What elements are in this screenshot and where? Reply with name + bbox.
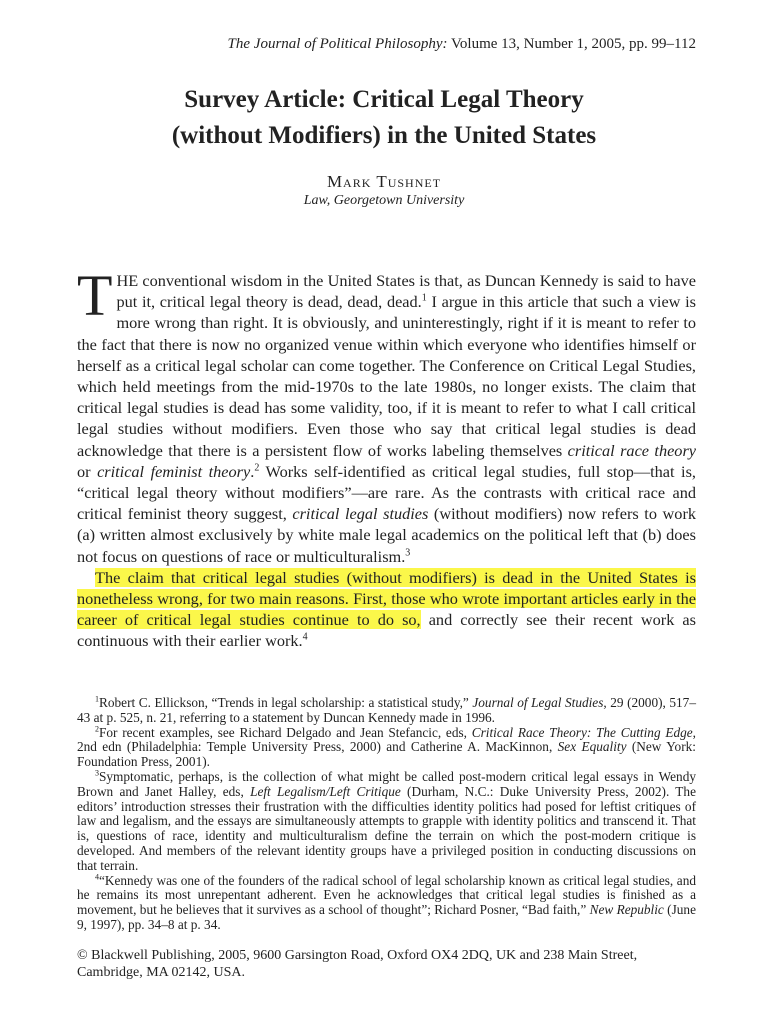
text-run: Symptomatic, perhaps, is the collection of what might be called post-modern critical legal essays in Wendy Brown and Janet Halley, eds, — [77, 768, 696, 799]
text-run: or — [77, 461, 98, 481]
body-text — [77, 263, 697, 652]
text-run: (New York: Foundation Press, 2001). — [77, 739, 696, 770]
text-run: and correctly see their recent work as continuous with their earlier work. — [77, 610, 696, 651]
text-run: Works self-identified as critical legal studies, full stop—that is, “critical legal theory without modifiers”—are rare. As the contrasts with critical race and critical feminist theory suggest, — [77, 461, 696, 524]
text-run: I argue in this article that such a view is more wrong than right. It is obviously, and uninterestingly, right if it is meant to refer to the fact that there is now no organized venue within which everyone who identifies himself or herself as a critical legal scholar can come together. The Conference on Critical Legal Studies, which held meetings from the mid-1970s to the late 1980s, no longer exists. The claim that critical legal studies is dead has some validity, too, if it is meant to refer to what I call critical legal studies without modifiers. Even those who say that critical legal studies is dead acknowledge that there is a persistent flow of works labeling themselves — [77, 292, 696, 460]
text-run: Robert C. Ellickson, “Trends in legal scholarship: a statistical study,” — [99, 695, 473, 710]
footnote-3 — [77, 770, 696, 874]
title-line-2: (without Modifiers) in the United States — [171, 122, 597, 149]
text-run: HE conventional wisdom in the United States is that, as Duncan Kennedy is said to have put it, critical legal theory is dead, dead, dead. — [116, 271, 696, 312]
italic-title: Journal of Legal Studies — [472, 695, 604, 710]
italic-title: New Republic — [589, 902, 664, 918]
italic-title: Left Legalism/Left Critique — [250, 783, 401, 799]
drop-cap: T — [77, 263, 113, 328]
paragraph-1 — [77, 263, 697, 567]
footnote-number: 3 — [95, 768, 99, 778]
text-run: “Kennedy was one of the founders of the radical school of legal scholarship known as critical legal studies, and he remains its most unrepentant adherent. Even he acknowledges that critical legal studies is finished as a movement, but he believes that it survives as a school of thought”; Richard Posner, “Bad faith,” — [77, 872, 696, 918]
text-run: . — [250, 461, 255, 481]
footnote-ref-3[interactable]: 3 — [405, 547, 411, 559]
text-run: (without modifiers) now refers to work (a) written almost exclusively by white male legal academics on the political left that (b) does not focus on questions of race or multiculturalism. — [77, 504, 697, 566]
footnote-number: 1 — [95, 694, 99, 704]
article-title — [72, 82, 696, 154]
footnote-ref-2[interactable]: 2 — [254, 462, 260, 474]
italic-title: Sex Equality — [557, 739, 627, 755]
footnote-ref-1[interactable]: 1 — [421, 292, 427, 304]
author-affiliation: Law, Georgetown University — [303, 193, 465, 208]
running-head — [96, 36, 696, 53]
journal-name: The Journal of Political Philosophy: — [227, 36, 448, 52]
footnote-number: 4 — [95, 872, 99, 882]
footnote-number: 2 — [95, 724, 99, 734]
text-run: For recent examples, see Richard Delgado and Jean Stefancic, eds, — [99, 724, 472, 740]
footnote-2 — [77, 726, 696, 770]
italic-term: critical legal studies — [292, 504, 429, 524]
italic-term: critical feminist theory — [97, 461, 251, 481]
title-line-1: Survey Article: Critical Legal Theory — [184, 86, 584, 113]
text-run: (June 9, 1997), pp. 34–8 at p. 34. — [77, 902, 696, 932]
text-run: , 2nd edn (Philadelphia: Temple University Press, 2000) and Catherine A. MacKinnon, — [77, 724, 696, 755]
footnote-4 — [77, 874, 696, 933]
footnotes — [77, 696, 696, 933]
paragraph-2 — [77, 567, 696, 652]
journal-details: Volume 13, Number 1, 2005, pp. 99–112 — [447, 36, 696, 52]
author-name: Mark Tushnet — [326, 172, 442, 191]
footnote-1 — [77, 696, 696, 726]
italic-term: critical race theory — [567, 440, 697, 460]
copyright-notice: © Blackwell Publishing, 2005, 9600 Garsington Road, Oxford OX4 2DQ, UK and 238 Main Street, Cambridge, MA 02142, USA. — [77, 948, 638, 980]
footnote-ref-4[interactable]: 4 — [302, 632, 308, 644]
italic-title: Critical Race Theory: The Cutting Edge — [471, 724, 693, 740]
text-run: (Durham, N.C.: Duke University Press, 2002). The editors’ introduction stresses their frustration with the difficulties identity politics had posed for leftist critiques of law and legalism, and the essays are simultaneously attempts to grapple with identity politics and transcend it. That is, questions of race, identity and multiculturalism define the terrain on which the post-modern critique is developed. And members of the relevant identity groups have a privileged position in conducting discussions on that terrain. — [77, 783, 696, 873]
text-run: , 29 (2000), 517–43 at p. 525, n. 21, referring to a statement by Duncan Kennedy made in 1996. — [77, 695, 696, 725]
highlighted-passage[interactable]: The claim that critical legal studies (without modifiers) is dead in the United States is nonetheless wrong, for two main reasons. First, those who wrote important articles early in the career of critical legal studies continue to do so, — [77, 567, 696, 630]
